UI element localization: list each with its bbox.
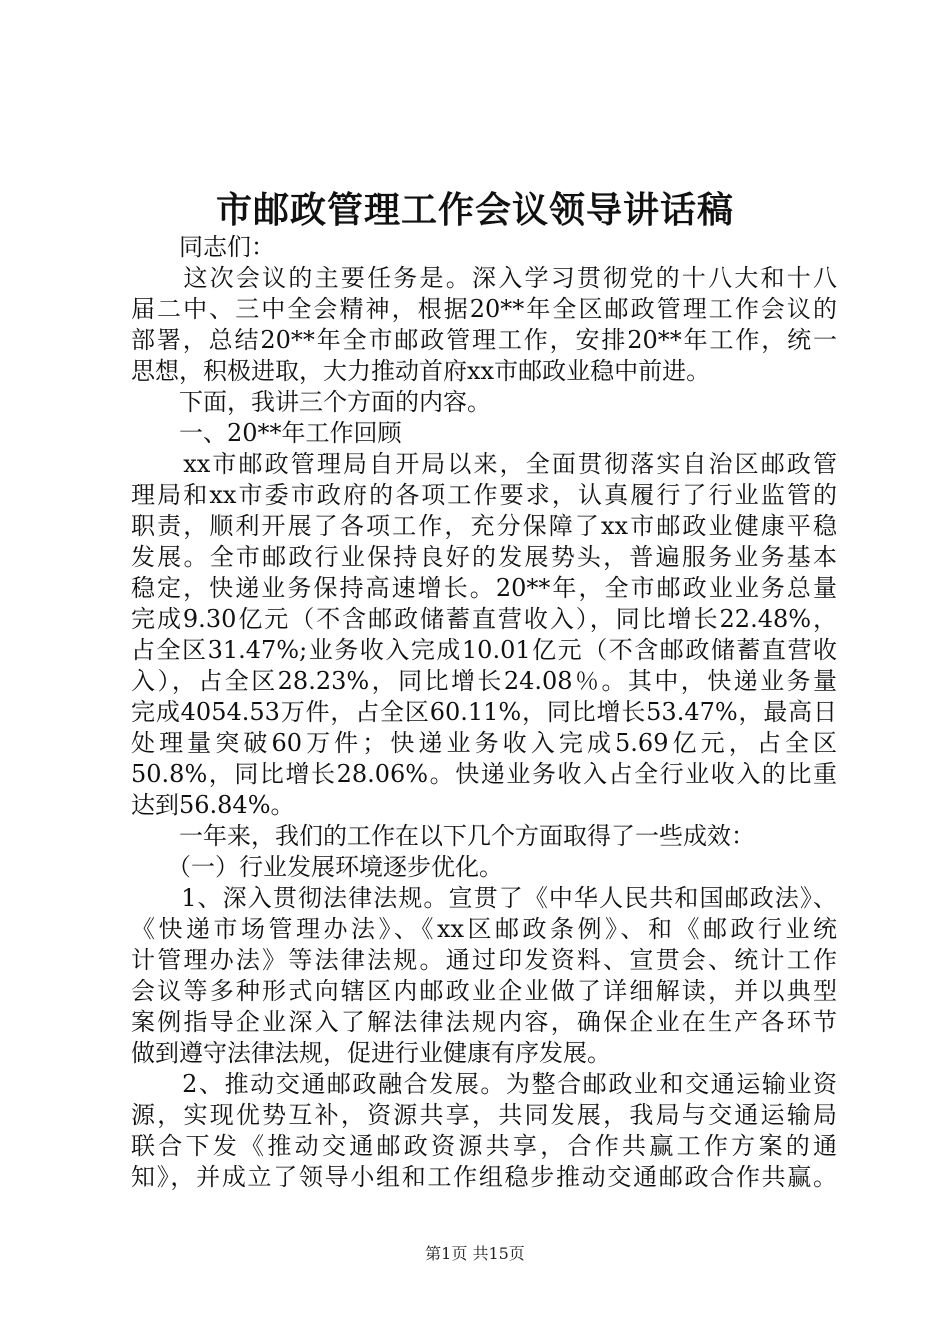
text-line: 达到56.84%。: [131, 791, 295, 819]
text-line: 一年来，我们的工作在以下几个方面取得了一些成效：: [131, 822, 755, 850]
text-line: 50.8%，同比增长28.06%。快递业务收入占全行业收入的比重: [131, 760, 837, 788]
document-body: [131, 232, 837, 1193]
text-line: 计管理办法》等法律法规。通过印发资料、宣贯会、统计工作: [131, 946, 837, 974]
text-line: 同志们：: [131, 233, 275, 261]
text-line: 联合下发《推动交通邮政资源共享，合作共赢工作方案的通: [131, 1132, 837, 1160]
text-line: 届二中、三中全会精神，根据20**年全区邮政管理工作会议的: [131, 295, 837, 323]
text-line: 完成4054.53万件，占全区60.11%，同比增长53.47%，最高日: [131, 698, 837, 726]
text-line: 源，实现优势互补，资源共享，共同发展，我局与交通运输局: [131, 1101, 837, 1129]
text-line: 下面，我讲三个方面的内容。: [131, 388, 491, 416]
document-title: 市邮政管理工作会议领导讲话稿: [215, 189, 734, 231]
text-line: 2、推动交通邮政融合发展。为整合邮政业和交通运输业资: [131, 1070, 837, 1098]
text-line: 入），占全区28.23%，同比增长24.08％。其中，快递业务量: [131, 667, 837, 695]
text-line: 理局和xx市委市政府的各项工作要求，认真履行了行业监管的: [131, 481, 837, 509]
text-line: 发展。全市邮政行业保持良好的发展势头，普遍服务业务基本: [131, 543, 837, 571]
text-line: 一、20**年工作回顾: [131, 419, 402, 447]
text-line: 1、深入贯彻法律法规。宣贯了《中华人民共和国邮政法》、: [131, 884, 837, 912]
text-line: 部署，总结20**年全市邮政管理工作，安排20**年工作，统一: [131, 326, 837, 354]
text-line: 稳定，快递业务保持高速增长。20**年，全市邮政业业务总量: [131, 574, 837, 602]
text-line: xx市邮政管理局自开局以来，全面贯彻落实自治区邮政管: [131, 450, 837, 478]
text-line: 会议等多种形式向辖区内邮政业企业做了详细解读，并以典型: [131, 977, 837, 1005]
text-line: 思想，积极进取，大力推动首府xx市邮政业稳中前进。: [131, 357, 711, 385]
text-line: 完成9.30亿元（不含邮政储蓄直营收入），同比增长22.48%，: [131, 605, 837, 633]
text-line: （一）行业发展环境逐步优化。: [131, 853, 503, 881]
page-number-footer: 第1页 共15页: [425, 1244, 525, 1263]
text-line: 《快递市场管理办法》、《xx区邮政条例》、和《邮政行业统: [131, 915, 837, 943]
text-line: 知》，并成立了领导小组和工作组稳步推动交通邮政合作共赢。: [131, 1163, 837, 1191]
text-line: 做到遵守法律法规，促进行业健康有序发展。: [131, 1039, 611, 1067]
text-line: 处理量突破60万件；快递业务收入完成5.69亿元，占全区: [131, 729, 837, 757]
text-line: 职责，顺利开展了各项工作，充分保障了xx市邮政业健康平稳: [131, 512, 837, 540]
text-line: 这次会议的主要任务是。深入学习贯彻党的十八大和十八: [131, 264, 837, 292]
text-line: 占全区31.47%;业务收入完成10.01亿元（不含邮政储蓄直营收: [131, 636, 837, 664]
text-line: 案例指导企业深入了解法律法规内容，确保企业在生产各环节: [131, 1008, 837, 1036]
